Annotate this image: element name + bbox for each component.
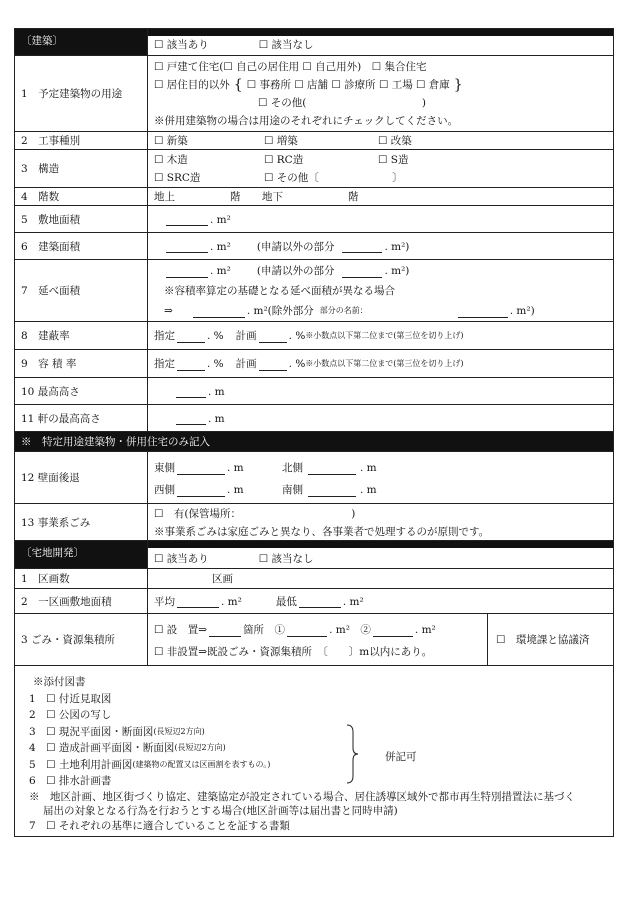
south-label: 南側 (282, 484, 303, 496)
steel-checkbox[interactable]: ☐ S造 (378, 154, 409, 166)
work-type-label: 2 工事種別 (15, 132, 148, 149)
takuchi-header-bar (148, 541, 613, 548)
rc-checkbox[interactable]: ☐ RC造 (264, 154, 304, 166)
lot-area-label: 2 一区画敷地面積 (15, 589, 148, 613)
attachments-remark-1: ※ 地区計画、地区街づくり協定、建築協定が設定されている場合、居住誘導区域外で都市再生特別措置法に基づく (29, 790, 575, 803)
floor-area-note: ※容積率算定の基礎となる延べ面積が異なる場合 (164, 285, 395, 297)
attachment-1[interactable]: 1 ☐ 付近見取図 (29, 692, 112, 705)
east-label: 東側 (154, 462, 175, 474)
row-structure (15, 150, 613, 188)
lot-average-field[interactable] (177, 595, 219, 608)
floor-area-label: 7 延べ面積 (15, 260, 148, 321)
attachment-3-note: (長短辺2方向) (153, 726, 205, 736)
lot-average-label: 平均 (154, 595, 175, 608)
excluded-part-name-label: 部分の名前： (319, 306, 368, 315)
row-waste-station (15, 614, 613, 666)
max-height-label: 10 最高高さ (15, 378, 148, 404)
building-area-other-field[interactable] (342, 240, 382, 253)
src-checkbox[interactable]: ☐ SRC造 (154, 172, 201, 184)
north-unit: . m (360, 462, 377, 474)
usage-note: ※併用建築物の場合は用途のそれぞれにチェックしてください。 (154, 115, 459, 127)
station-area2-unit: . m² (414, 624, 436, 636)
floor-area-alt-unit: . m²(除外部分 (246, 305, 314, 317)
far-note: ※小数点以下第二位まで(第三位を切り上げ) (305, 359, 464, 368)
far-plan-field[interactable] (259, 358, 287, 371)
floor-area-other-field[interactable] (342, 265, 382, 278)
lot-count-label: 1 区画数 (15, 569, 148, 588)
attachment-2[interactable]: 2 ☐ 公図の写し (29, 709, 112, 721)
building-area-other-unit: . m²) (384, 240, 410, 253)
heiki-label: 併記可 (385, 751, 417, 763)
lot-average-unit: . m² (221, 595, 242, 608)
takuchi-section (15, 541, 613, 569)
attachment-5-note: (建築物の配置又は区画割を表すもの。) (132, 759, 271, 769)
coverage-note: ※小数点以下第二位まで(第三位を切り上げ) (305, 331, 464, 340)
attachment-7[interactable]: 7 ☐ それぞれの基準に適合していることを証する書類 (29, 819, 290, 832)
row-building-area (15, 233, 613, 260)
station-area2-field[interactable] (373, 624, 413, 637)
attachments-section (15, 666, 613, 836)
eave-height-unit: . m (208, 412, 225, 425)
lot-min-unit: . m² (342, 595, 364, 608)
row-eave-height (15, 405, 613, 432)
east-field[interactable] (177, 462, 225, 475)
takuchi-header: 〔宅地開発〕 (15, 541, 148, 568)
attachments-title: ※添付図書 (33, 676, 86, 688)
waste-note: ※事業系ごみは家庭ごみと異なり、各事業者で処理するのが原則です。 (154, 526, 490, 538)
row-lot-count (15, 569, 613, 589)
application-form (14, 28, 614, 837)
floor-area-field[interactable] (166, 265, 208, 278)
attachment-5[interactable]: 5 ☐ 土地利用計画図 (29, 758, 133, 771)
building-area-unit: . m² (210, 240, 231, 253)
row-coverage-ratio (15, 322, 613, 350)
row-site-area (15, 206, 613, 233)
site-area-unit: . m² (210, 213, 231, 226)
right-brace-icon (345, 724, 359, 784)
north-label: 北側 (282, 462, 303, 474)
site-area-int-field[interactable] (166, 213, 208, 226)
header-bar (148, 29, 613, 36)
building-area-label: 6 建築面積 (15, 233, 148, 259)
attachment-3[interactable]: 3 ☐ 現況平面図・断面図 (29, 725, 154, 738)
env-division-consulted-checkbox[interactable]: ☐ 環境課と協議済 (496, 634, 590, 646)
far-plan-label: 計画 (235, 358, 257, 370)
usage-types[interactable]: ☐ 事務所 ☐ 店舗 ☐ 診療所 ☐ 工場 ☐ 倉庫 (246, 79, 450, 91)
site-area-label: 5 敷地面積 (15, 206, 148, 232)
north-field[interactable] (308, 462, 356, 475)
station-not-install-checkbox[interactable]: ☐ 非設置⇒既設ごみ・資源集積所 〔 〕m以内にあり。 (154, 646, 433, 658)
kenchiku-header: 〔建築〕 (15, 29, 148, 55)
below-floor-unit: 階 (348, 191, 359, 203)
structure-other-checkbox[interactable]: ☐ その他〔 〕 (264, 172, 403, 184)
takuchi-yes-checkbox[interactable]: ☐ 該当あり (154, 552, 209, 565)
attachments-remark-2: 届出の対象となる行為を行おうとする場合(地区計画等は届出書と同時申請) (43, 804, 398, 817)
row-work-type (15, 132, 613, 150)
far-label: 9 容 積 率 (15, 350, 148, 377)
south-field[interactable] (308, 484, 356, 497)
east-unit: . m (227, 462, 244, 474)
west-field[interactable] (177, 484, 225, 497)
far-designated-label: 指定 (154, 358, 175, 370)
coverage-designated-label: 指定 (154, 330, 175, 342)
coverage-label: 8 建蔽率 (15, 322, 148, 349)
above-ground-label: 地上 (154, 191, 175, 203)
excluded-area-field[interactable] (458, 305, 508, 318)
extension-checkbox[interactable]: ☐ 増築 (264, 135, 298, 147)
row-floors (15, 188, 613, 206)
structure-label: 3 構造 (15, 150, 148, 187)
floor-area-unit: . m² (210, 265, 231, 277)
eave-height-field[interactable] (176, 412, 206, 425)
kenchiku-no-checkbox[interactable]: ☐ 該当なし (258, 39, 314, 51)
far-designated-unit: . % (207, 358, 224, 370)
usage-non-residential[interactable]: ☐ 居住目的以外 (154, 79, 230, 91)
row-floor-area (15, 260, 613, 322)
specific-use-header: ※ 特定用途建築物・併用住宅のみ記入 (15, 432, 613, 452)
coverage-plan-label: 計画 (235, 330, 257, 342)
row-lot-area (15, 589, 613, 614)
row-floor-area-ratio (15, 350, 613, 378)
lot-min-label: 最低 (275, 595, 297, 608)
left-brace-icon: { (233, 77, 243, 93)
right-brace-icon: } (453, 77, 463, 93)
floors-label: 4 階数 (15, 188, 148, 205)
south-unit: . m (360, 484, 377, 496)
excluded-area-unit: . m²) (509, 305, 535, 317)
west-unit: . m (227, 484, 244, 496)
coverage-plan-unit: . % (288, 330, 306, 342)
attachment-4[interactable]: 4 ☐ 造成計画平面図・断面図 (29, 742, 175, 754)
arrow-icon: ⇒ (164, 305, 173, 317)
waste-storage-checkbox[interactable]: ☐ 有(保管場所： ) (154, 508, 356, 520)
floor-area-other-unit: . m²) (384, 265, 410, 277)
row-wall-setback (15, 452, 613, 504)
lot-count-unit: 区画 (212, 573, 233, 585)
below-ground-label: 地下 (262, 191, 283, 203)
station-count-unit: 箇所 ① (243, 624, 286, 636)
coverage-designated-unit: . % (207, 330, 224, 342)
floor-area-alt-field[interactable] (193, 305, 245, 318)
station-count-field[interactable] (209, 624, 241, 637)
station-area1-field[interactable] (287, 624, 327, 637)
attachment-6[interactable]: 6 ☐ 排水計画書 (29, 775, 112, 787)
building-area-other-label: (申請以外の部分 (256, 240, 335, 253)
above-floor-unit: 階 (230, 191, 241, 203)
new-construction-checkbox[interactable]: ☐ 新築 (154, 135, 188, 147)
renovation-checkbox[interactable]: ☐ 改築 (378, 135, 412, 147)
far-designated-field[interactable] (177, 358, 205, 371)
waste-station-label: 3 ごみ・資源集積所 (15, 614, 148, 665)
row-max-height (15, 378, 613, 405)
coverage-plan-field[interactable] (259, 330, 287, 343)
wood-checkbox[interactable]: ☐ 木造 (154, 154, 188, 166)
row-usage (15, 56, 613, 132)
west-label: 西側 (154, 484, 175, 496)
floor-area-other-label: (申請以外の部分 (256, 265, 335, 277)
kenchiku-yes-checkbox[interactable]: ☐ 該当あり (154, 39, 209, 51)
far-plan-unit: . % (288, 358, 306, 370)
waste-label: 13 事業系ごみ (15, 504, 148, 540)
attachment-4-note: (長短辺2方向) (174, 743, 226, 752)
building-area-field[interactable] (166, 240, 208, 253)
kenchiku-section (15, 29, 613, 56)
lot-min-field[interactable] (299, 595, 341, 608)
row-business-waste (15, 504, 613, 541)
takuchi-no-checkbox[interactable]: ☐ 該当なし (258, 552, 314, 565)
usage-line1[interactable]: ☐ 戸建て住宅(☐ 自己の居住用 ☐ 自己用外) ☐ 集合住宅 (154, 61, 427, 73)
station-install-checkbox[interactable]: ☐ 設 置⇒ (154, 624, 208, 636)
max-height-field[interactable] (176, 385, 206, 398)
eave-height-label: 11 軒の最高高さ (15, 405, 148, 431)
station-area1-unit: . m² ② (329, 624, 371, 636)
max-height-unit: . m (208, 385, 225, 398)
setback-label: 12 壁面後退 (15, 452, 148, 503)
usage-other[interactable]: ☐ その他( ) (258, 97, 426, 109)
coverage-designated-field[interactable] (177, 330, 205, 343)
usage-label: 1 予定建築物の用途 (15, 56, 148, 131)
